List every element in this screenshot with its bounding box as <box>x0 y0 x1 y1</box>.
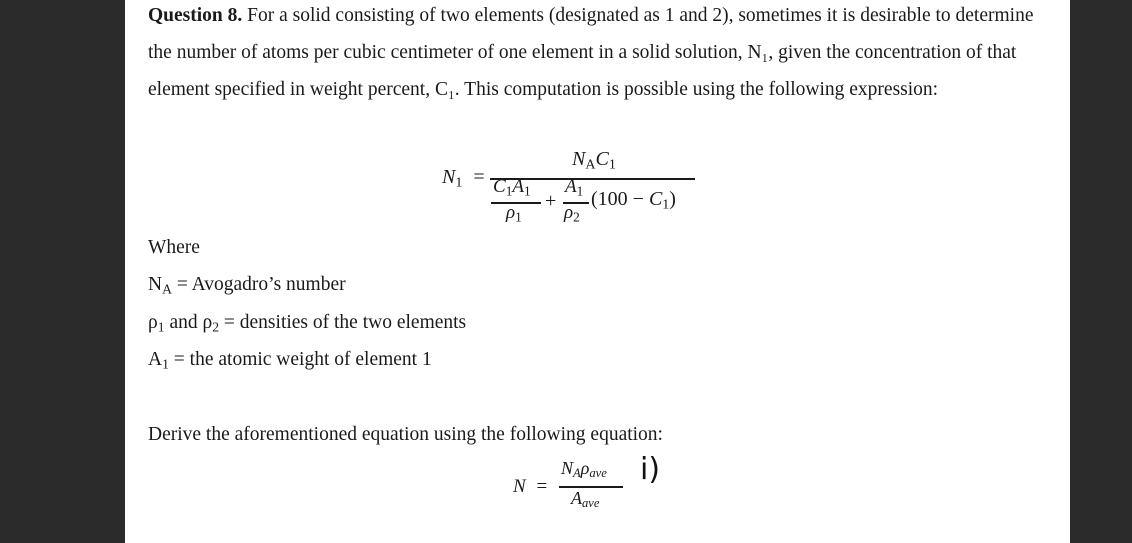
eq1-term2-numerator: $A_1$ <box>565 176 584 199</box>
where-heading: Where <box>148 237 200 258</box>
eq2-numerator: $N_A\rho_{ave}$ <box>561 458 607 481</box>
eq2-lhs: N = <box>513 476 548 497</box>
where-line-atomic-weight: $A_1$ = the atomic weight of element 1 <box>148 349 432 372</box>
eq1-term1-numerator: $C_1A_1$ <box>493 176 531 199</box>
eq1-term2-denominator: $\rho_2$ <box>564 202 580 225</box>
question-paragraph <box>148 0 1048 108</box>
question-text: For a solid consisting of two elements (designated as 1 and 2), sometimes it is desirable to determine the number of atoms per cubic centimeter of one element in a solid solution, N₁, given the concentration of that element specified in weight percent, C₁. This computation is possible using the following expression: <box>148 5 1034 100</box>
question-label: Question 8. <box>148 5 243 26</box>
eq1-lhs: $N_1$ = <box>442 166 485 191</box>
eq2-denominator: $A_{ave}$ <box>571 488 600 511</box>
handwritten-annotation: i) <box>640 452 661 487</box>
derive-instruction: Derive the aforementioned equation using the following equation: <box>148 424 663 445</box>
eq1-paren-term: $(100 - C_1)$ <box>591 188 676 213</box>
eq1-term1-denominator: $\rho_1$ <box>506 202 522 225</box>
where-line-densities: $\rho_1$ and $\rho_2$ = densities of the two elements <box>148 312 467 335</box>
where-line-avogadro: $N_A$ = Avogadro’s number <box>148 274 346 297</box>
eq1-numerator: $N_AC_1$ <box>572 148 616 173</box>
eq1-plus: + <box>545 190 557 212</box>
document-page <box>125 0 1070 543</box>
